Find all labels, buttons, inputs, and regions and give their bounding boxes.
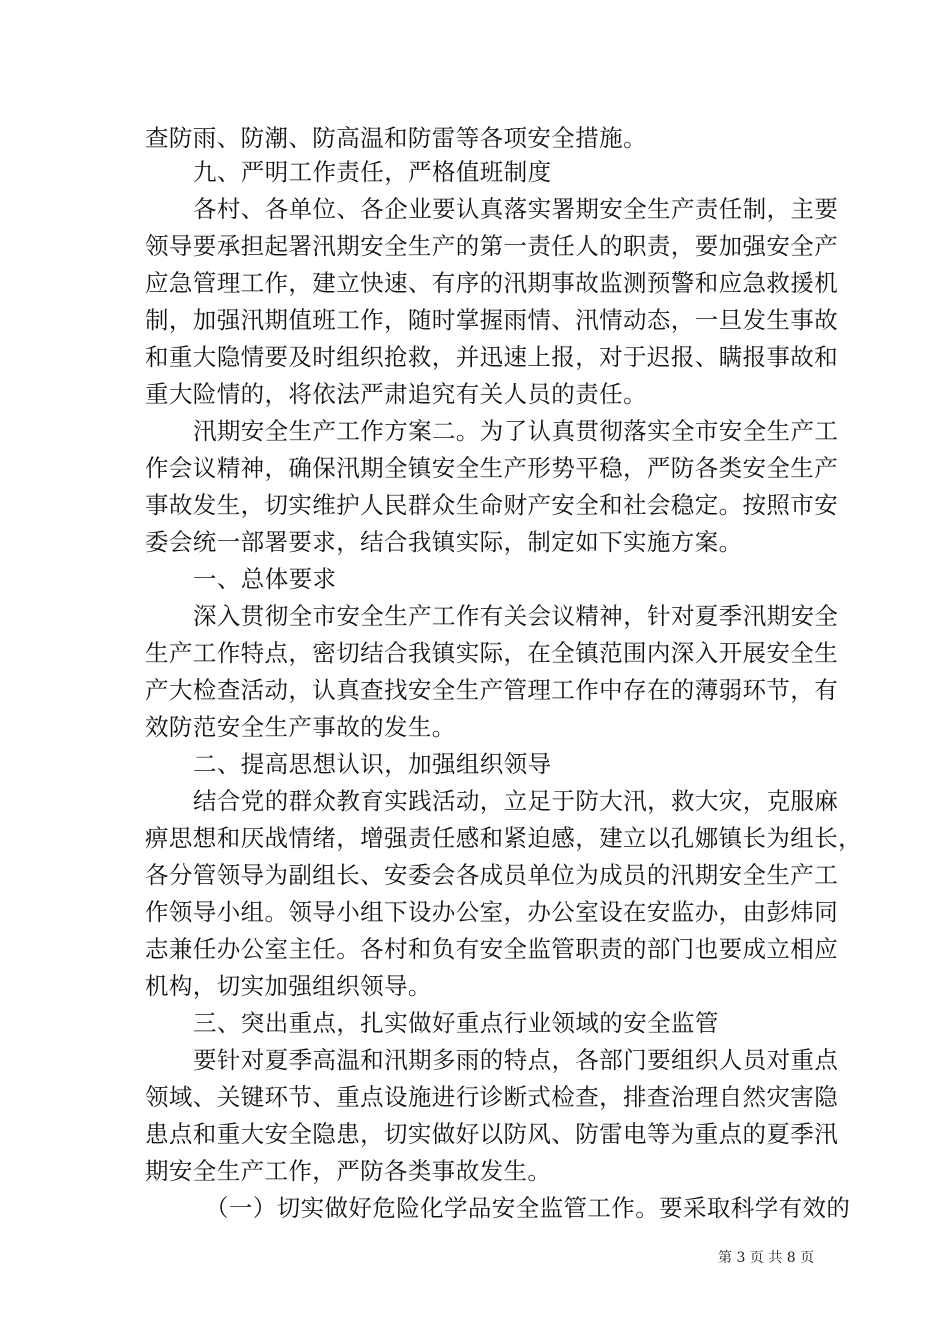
text-line: 查防雨、防潮、防高温和防雷等各项安全措施。 — [145, 124, 647, 152]
section-heading: 三、突出重点，扎实做好重点行业领域的安全监管 — [193, 1009, 719, 1037]
text-line: 作领导小组。领导小组下设办公室，办公室设在安监办，由彭炜同 — [145, 898, 839, 926]
text-line: 各分管领导为副组长、安委会各成员单位为成员的汛期安全生产工 — [145, 861, 839, 889]
text-line: 期安全生产工作，严防各类事故发生。 — [145, 1157, 552, 1185]
text-line: 领导要承担起署汛期安全生产的第一责任人的职责，要加强安全产 — [145, 232, 839, 260]
text-line: 结合党的群众教育实践活动，立足于防大汛，救大灾，克服麻 — [193, 787, 839, 815]
text-line: 应急管理工作，建立快速、有序的汛期事故监测预警和应急救援机 — [145, 269, 839, 297]
text-line: 事故发生，切实维护人民群众生命财产安全和社会稳定。按照市安 — [145, 491, 839, 519]
text-line: 效防范安全生产事故的发生。 — [145, 713, 456, 741]
text-line: 作会议精神，确保汛期全镇安全生产形势平稳，严防各类安全生产 — [145, 454, 839, 482]
text-line: 产大检查活动，认真查找安全生产管理工作中存在的薄弱环节，有 — [145, 676, 839, 704]
section-heading: 一、总体要求 — [193, 565, 337, 593]
text-line: 志兼任办公室主任。各村和负有安全监管职责的部门也要成立相应 — [145, 935, 839, 963]
text-line: 患点和重大安全隐患，切实做好以防风、防雷电等为重点的夏季汛 — [145, 1120, 839, 1148]
text-line: 领域、关键环节、重点设施进行诊断式检查，排查治理自然灾害隐 — [145, 1083, 839, 1111]
text-line: 痹思想和厌战情绪，增强责任感和紧迫感，建立以孔娜镇长为组长， — [145, 824, 862, 852]
text-line: 委会统一部署要求，结合我镇实际，制定如下实施方案。 — [145, 528, 743, 556]
section-heading: 二、提高思想认识，加强组织领导 — [193, 750, 552, 778]
text-line: 和重大隐情要及时组织抢救，并迅速上报，对于迟报、瞒报事故和 — [145, 343, 839, 371]
page-number: 第 3 页 共 8 页 — [718, 1250, 815, 1266]
text-line: 汛期安全生产工作方案二。为了认真贯彻落实全市安全生产工 — [193, 417, 839, 445]
text-line: 重大险情的，将依法严肃追究有关人员的责任。 — [145, 380, 647, 408]
text-line: 生产工作特点，密切结合我镇实际，在全镇范围内深入开展安全生 — [145, 639, 839, 667]
text-line: （一）切实做好危险化学品安全监管工作。要采取科学有效的 — [205, 1194, 851, 1222]
text-line: 制，加强汛期值班工作，随时掌握雨情、汛情动态，一旦发生事故 — [145, 306, 839, 334]
text-line: 机构，切实加强组织领导。 — [145, 972, 432, 1000]
text-line: 深入贯彻全市安全生产工作有关会议精神，针对夏季汛期安全 — [193, 602, 839, 630]
text-line: 各村、各单位、各企业要认真落实署期安全生产责任制，主要 — [193, 195, 839, 223]
text-line: 要针对夏季高温和汛期多雨的特点，各部门要组织人员对重点 — [193, 1046, 839, 1074]
section-heading: 九、严明工作责任，严格值班制度 — [193, 158, 552, 186]
